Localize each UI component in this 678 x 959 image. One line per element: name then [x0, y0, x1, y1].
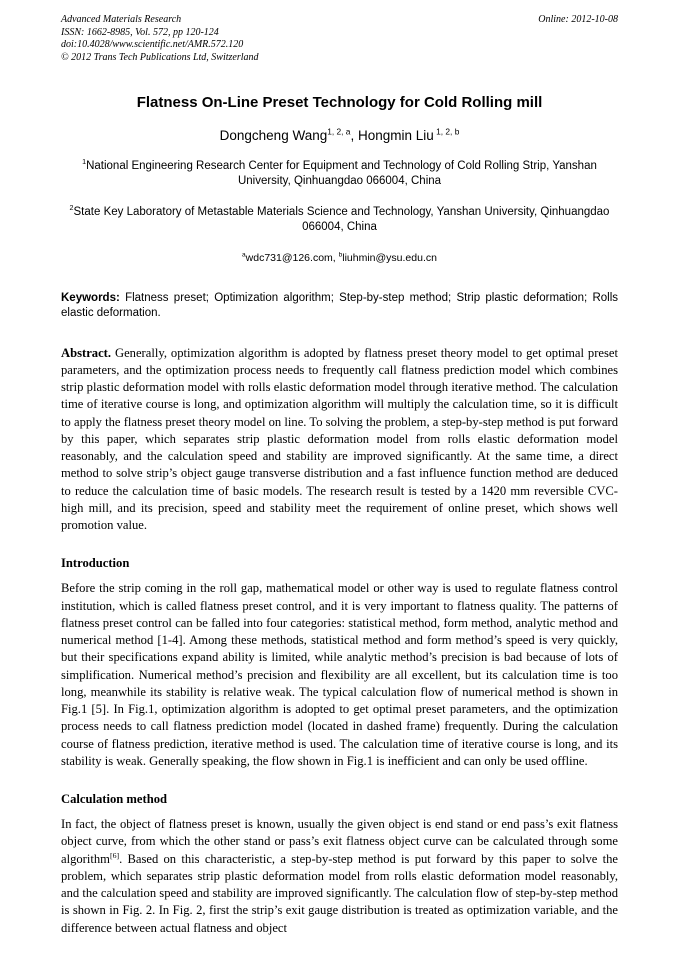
- journal-name: Advanced Materials Research: [61, 14, 182, 25]
- journal-issn-line: ISSN: 1662-8985, Vol. 572, pp 120-124: [61, 26, 219, 38]
- section-heading-calculation-method: Calculation method: [61, 792, 168, 807]
- author-emails: [61, 252, 618, 264]
- calculation-method-text-after-citation: . Based on this characteristic, a step-by-step method is put forward by this paper to solve the problem, which separates strip plastic deformation model from rolls elastic deformation model reasonably, and the calculation speed and stability are improved significantly. The calculation flow of step-by-step method is shown in Fig. 2. In Fig. 2, first the strip’s exit gauge distribution is treated as optimization variable, and the difference between actual flatness and object: [61, 851, 618, 935]
- abstract-label: Abstract.: [61, 345, 112, 360]
- affiliation-1: [61, 159, 618, 189]
- journal-doi-line: doi:10.4028/www.scientific.net/AMR.572.120: [61, 39, 244, 50]
- affiliation-2-marker: 2: [69, 204, 74, 213]
- abstract-paragraph: [61, 345, 618, 535]
- email-a-marker: a: [242, 251, 246, 259]
- author-1-name: Dongcheng Wang: [219, 128, 328, 143]
- authors-separator: ,: [350, 128, 358, 143]
- authors-line: [61, 128, 618, 143]
- abstract-text: Generally, optimization algorithm is adopted by flatness preset theory model to get optimal preset parameters, and the optimization process needs to frequently call flatness prediction model which combines strip plastic deformation model with rolls elastic deformation model through iterative method. The calculation time of iterative course is long, and optimization algorithm will multiply the calculation time, so it is difficult to apply the flatness preset theory model on line. To solving the problem, a step-by-step method is put forward by this paper, which separates strip plastic deformation model from rolls elastic deformation model reasonably, and the calculation speed and stability are improved significantly. At the same time, a direct method to solve strip’s object gauge transverse distribution and a fast influence function method are deduced to reduce the calculation time of basic models. The research result is tested by a 1420 mm reversible CVC-high mill, and its precision, speed and stability meet the requirement of online preset, which shows well promotion value.: [61, 345, 618, 533]
- author-1-superscript: 1, 2, a: [327, 126, 351, 137]
- email-b: liuhmin@ysu.edu.cn: [342, 251, 437, 264]
- journal-info-block: [61, 14, 259, 64]
- citation-6-superscript: [6]: [109, 850, 120, 860]
- author-2-name: Hongmin Liu: [357, 128, 434, 143]
- journal-copyright-line: © 2012 Trans Tech Publications Ltd, Switzerland: [61, 51, 259, 63]
- affiliation-2: [61, 205, 618, 235]
- keywords-text: Flatness preset; Optimization algorithm; Step-by-step method; Strip plastic deformation; Rolls elastic deformation.: [61, 291, 618, 319]
- online-date: Online: 2012-10-08: [538, 14, 618, 25]
- keywords-block: [61, 291, 618, 321]
- affiliation-1-marker: 1: [82, 158, 87, 167]
- section-heading-introduction: Introduction: [61, 556, 130, 571]
- calculation-method-text-before-citation: In fact, the object of flatness preset is known, usually the given object is end stand or end pass’s exit flatness object curve, from which the other stand or pass’s exit flatness object curve can be calculated through some algorithm: [61, 817, 618, 866]
- email-a: wdc731@126.com,: [245, 251, 339, 264]
- calculation-method-paragraph: [61, 816, 618, 937]
- keywords-label: Keywords:: [61, 291, 120, 304]
- affiliation-2-text: State Key Laboratory of Metastable Materials Science and Technology, Yanshan University, Qinhuangdao 066004, China: [73, 205, 610, 233]
- journal-header: [61, 14, 618, 64]
- paper-title: Flatness On-Line Preset Technology for Cold Rolling mill: [136, 94, 543, 111]
- author-2-superscript: 1, 2, b: [433, 126, 460, 137]
- introduction-paragraph: Before the strip coming in the roll gap, mathematical model or other way is used to regulate flatness control institution, which is called flatness preset control, and it is very important to flatness quality. The patterns of flatness preset control can be falled into four categories: statistical method, form method, analytic method and numerical method [1-4]. Among these methods, statistical method and form method’s speed is very quickly, but their specifications expand ability is limited, while analytic method’s precision is bad because of lots of simplification. Numerical method’s precision and flexibility are all excellent, but its calculation time is too long, meanwhile its stability is relative weak. The typical calculation flow of numerical method is shown in Fig.1 [5]. In Fig.1, optimization algorithm is adopted to get optimal preset parameters, and the optimization process needs to call flatness prediction model (located in dashed frame) frequently. During the calculation course of flatness prediction, iterative method is used. The calculation time of iterative course is long, and its stability is weak. Generally speaking, the flow shown in Fig.1 is inefficient and can only be used offline.: [61, 581, 618, 768]
- email-b-marker: b: [338, 251, 343, 259]
- affiliation-1-text: National Engineering Research Center for Equipment and Technology of Cold Rolling Strip, Yanshan University, Qinhuangdao 066004, China: [86, 160, 597, 187]
